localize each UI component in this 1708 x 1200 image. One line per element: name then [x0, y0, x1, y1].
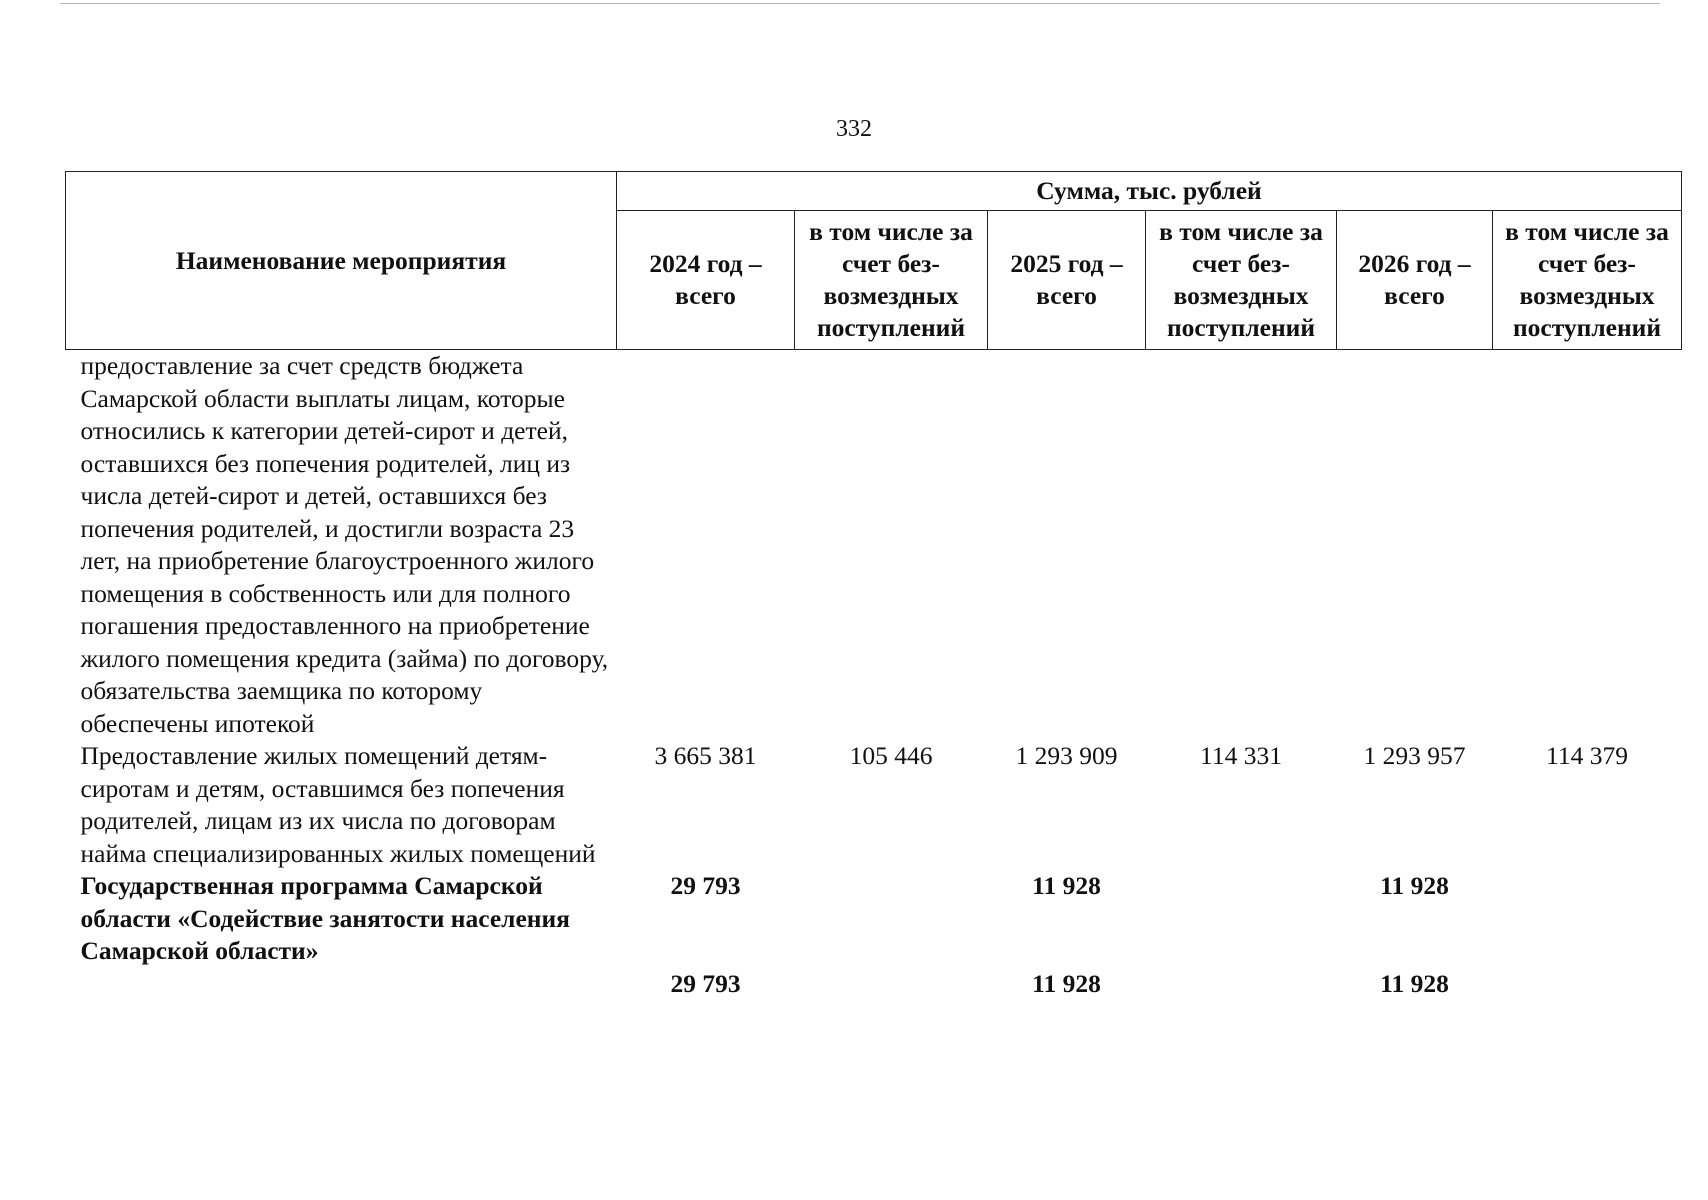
header-2026-total: 2026 год – всего: [1337, 211, 1493, 350]
cell-2026-gratuitous: [1493, 350, 1682, 741]
top-scan-rule: [60, 3, 1660, 4]
cell-2025-gratuitous: [1146, 968, 1337, 1001]
table-row: [66, 350, 1682, 741]
header-2025-total: 2025 год – всего: [988, 211, 1146, 350]
cell-2024-gratuitous: [795, 870, 988, 968]
cell-2026-gratuitous: 114 379: [1546, 741, 1628, 770]
row-total-name: [66, 968, 617, 1001]
cell-2026-total: [1337, 350, 1493, 741]
table-header-row: [66, 172, 1682, 211]
row-program-name: Государственная программа Самарской области «Содействие занятости населения Самарской области»: [80, 871, 570, 965]
cell-2024-total: 29 793: [670, 968, 741, 998]
budget-table: [65, 171, 1682, 1000]
cell-2024-gratuitous: [795, 350, 988, 741]
cell-2025-gratuitous: [1146, 870, 1337, 968]
cell-2026-gratuitous: [1493, 870, 1682, 968]
page-number: 332: [836, 116, 872, 142]
header-2025-gratuitous: в том числе за счет без-возмездных поступлений: [1146, 211, 1337, 350]
cell-2024-total: 3 665 381: [654, 741, 757, 770]
header-measure-name: Наименование мероприятия: [66, 172, 617, 350]
cell-2025-gratuitous: 114 331: [1200, 741, 1282, 770]
cell-2026-total: 11 928: [1380, 871, 1449, 900]
cell-2025-total: 1 293 909: [1015, 741, 1118, 770]
row-measure-name: предоставление за счет средств бюджета Самарской области выплаты лицам, которые относились к категории детей-сирот и детей, оставшихся без попечения родителей, лиц из числа детей-сирот и детей, оставшихся без попечения родителей, и достигли возраста 23 лет, на приобретение благоустроенного жилого помещения в собственность или для полного погашения предоставленного на приобретение жилого помещения кредита (займа) по договору, обязательства заемщика по которому обеспечены ипотекой: [80, 351, 609, 738]
table-row: [66, 740, 1682, 870]
cell-2025-gratuitous: [1146, 350, 1337, 741]
cell-2024-gratuitous: 105 446: [849, 741, 933, 770]
cell-2026-total: 1 293 957: [1363, 741, 1466, 770]
header-2026-gratuitous: в том числе за счет без-возмездных поступлений: [1493, 211, 1682, 350]
cell-2025-total: 11 928: [1032, 968, 1101, 998]
cell-2024-gratuitous: [795, 968, 988, 1001]
cell-2024-total: [617, 350, 795, 741]
table-row-program: [66, 870, 1682, 968]
table-row-total: [66, 968, 1682, 1001]
cell-2025-total: 11 928: [1032, 871, 1101, 900]
row-measure-name: Предоставление жилых помещений детям-сиротам и детям, оставшимся без попечения родителей, лицам из их числа по договорам найма специализированных жилых помещений: [80, 741, 596, 868]
cell-2025-total: [988, 350, 1146, 741]
header-sum-group: Сумма, тыс. рублей: [617, 172, 1682, 211]
cell-2024-total: 29 793: [670, 871, 741, 900]
cell-2026-gratuitous: [1493, 968, 1682, 1001]
cell-2026-total: 11 928: [1380, 968, 1449, 998]
header-2024-gratuitous: в том числе за счет без-возмездных поступлений: [795, 211, 988, 350]
header-2024-total: 2024 год – всего: [617, 211, 795, 350]
